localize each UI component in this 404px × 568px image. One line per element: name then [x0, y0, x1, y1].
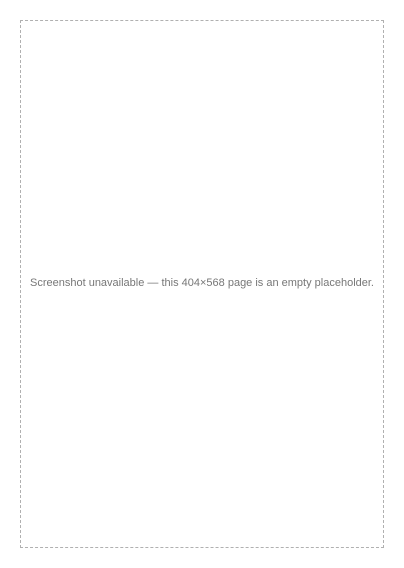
placeholder-message: Screenshot unavailable — this 404×568 page is an empty placeholder. [20, 20, 384, 548]
